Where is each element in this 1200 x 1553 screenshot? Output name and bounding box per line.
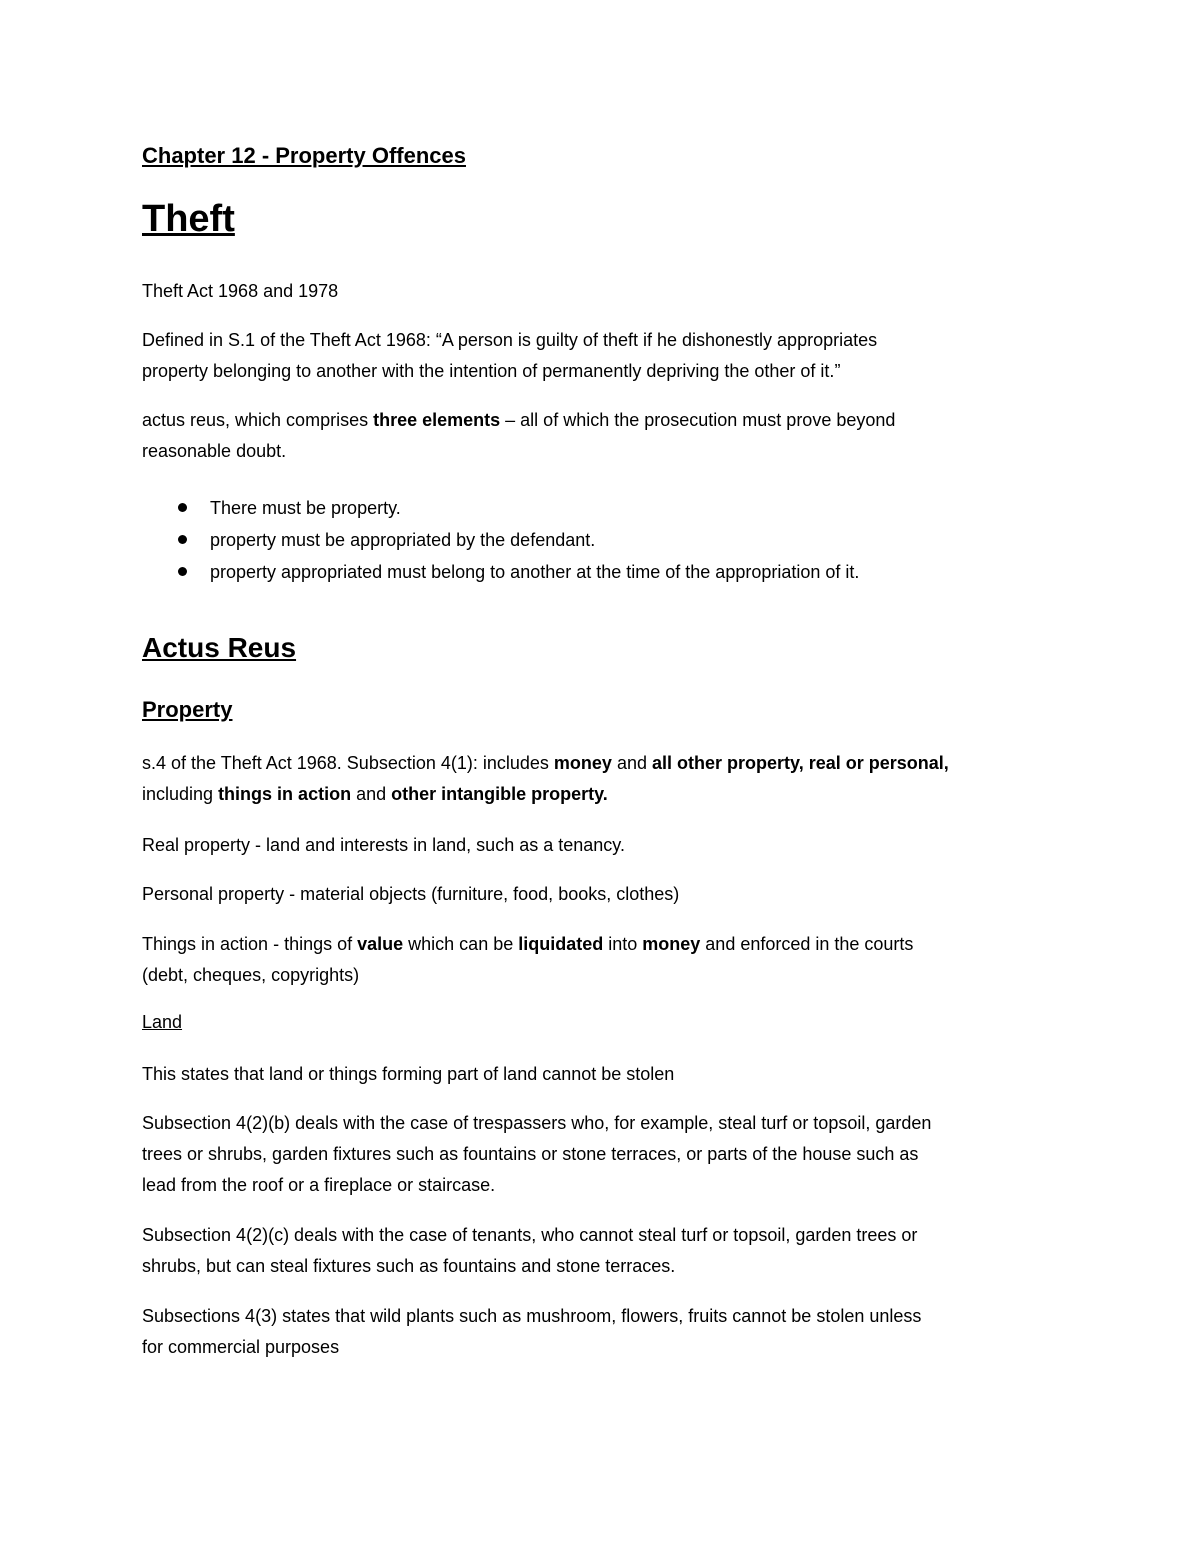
s4-text-4: and: [351, 784, 392, 804]
sub-43-line-1: Subsections 4(3) states that wild plants such as mushroom, flowers, fruits cannot be stolen unless: [142, 1306, 922, 1326]
definition-line-2: property belonging to another with the intention of permanently depriving the other of it.”: [142, 361, 841, 381]
subsection-4-3-paragraph: [142, 1301, 1062, 1363]
heading-land: Land: [142, 1012, 183, 1032]
things-line-2: (debt, cheques, copyrights): [142, 965, 360, 985]
definition-paragraph: [142, 325, 1062, 387]
sub-b-line-3: lead from the roof or a fireplace or staircase.: [142, 1175, 496, 1195]
heading-actus-reus: Actus Reus: [142, 632, 297, 663]
bullet-icon: [178, 503, 187, 512]
sub-b-line-1: Subsection 4(2)(b) deals with the case of trespassers who, for example, steal turf or topsoil, garden: [142, 1113, 932, 1133]
s4-text: s.4 of the Theft Act 1968. Subsection 4(1): includes: [142, 753, 554, 773]
heading-property: Property: [142, 697, 233, 722]
subsection-4-2-b-paragraph: [142, 1108, 1062, 1201]
list-item: [142, 556, 859, 588]
intro-text-2: – all of which the prosecution must prove beyond: [500, 410, 896, 430]
things-bold-money: money: [642, 934, 701, 954]
list-item-text: property must be appropriated by the defendant.: [210, 530, 596, 550]
intro-text: actus reus, which comprises: [142, 410, 374, 430]
s4-end: .: [602, 784, 608, 804]
list-item: [142, 524, 859, 556]
chapter-title: Chapter 12 - Property Offences: [142, 143, 466, 168]
real-property-line: Real property - land and interests in land, such as a tenancy.: [142, 835, 625, 855]
sub-b-line-2: trees or shrubs, garden fixtures such as fountains or stone terraces, or parts of the house such as: [142, 1144, 919, 1164]
heading-theft: Theft: [142, 198, 235, 240]
things-line-1: [142, 929, 1062, 960]
sub-c-line-1: Subsection 4(2)(c) deals with the case of tenants, who cannot steal turf or topsoil, garden trees or: [142, 1225, 918, 1245]
actus-intro-line-1: [142, 405, 1062, 436]
list-item: [142, 492, 859, 524]
s4-text-3: including: [142, 784, 219, 804]
s4-line-1: [142, 748, 1062, 779]
elements-list: [142, 492, 859, 588]
list-item-text: property appropriated must belong to another at the time of the appropriation of it.: [210, 562, 860, 582]
s4-paragraph: [142, 748, 1062, 810]
things-text: Things in action - things of: [142, 934, 358, 954]
s4-bold-things-in-action: things in action: [218, 784, 352, 804]
bullet-icon: [178, 567, 187, 576]
actus-intro-line-2: reasonable doubt.: [142, 441, 287, 461]
things-bold-liquidated: liquidated: [518, 934, 604, 954]
land-statement: This states that land or things forming part of land cannot be stolen: [142, 1064, 675, 1084]
s4-bold-money: money: [553, 753, 612, 773]
definition-line-1: Defined in S.1 of the Theft Act 1968: “A person is guilty of theft if he dishonestly appropriates: [142, 330, 878, 350]
subsection-4-2-c-paragraph: [142, 1220, 1062, 1282]
things-bold-value: value: [357, 934, 404, 954]
things-text-4: and enforced in the courts: [700, 934, 914, 954]
things-text-2: which can be: [403, 934, 519, 954]
s4-text-2: and: [611, 753, 652, 773]
intro-bold: three elements: [373, 410, 501, 430]
sub-c-line-2: shrubs, but can steal fixtures such as fountains and stone terraces.: [142, 1256, 676, 1276]
sub-43-line-2: for commercial purposes: [142, 1337, 340, 1357]
personal-property-line: Personal property - material objects (furniture, food, books, clothes): [142, 884, 680, 904]
s4-line-2: [142, 779, 1062, 810]
list-item-text: There must be property.: [210, 498, 401, 518]
actus-reus-intro: [142, 405, 1062, 467]
s4-bold-intangible: other intangible property: [391, 784, 603, 804]
theft-act-line: Theft Act 1968 and 1978: [142, 281, 339, 301]
bullet-icon: [178, 535, 187, 544]
things-in-action-paragraph: [142, 929, 1062, 991]
s4-bold-all-other: all other property, real or personal,: [652, 753, 949, 773]
things-text-3: into: [603, 934, 643, 954]
